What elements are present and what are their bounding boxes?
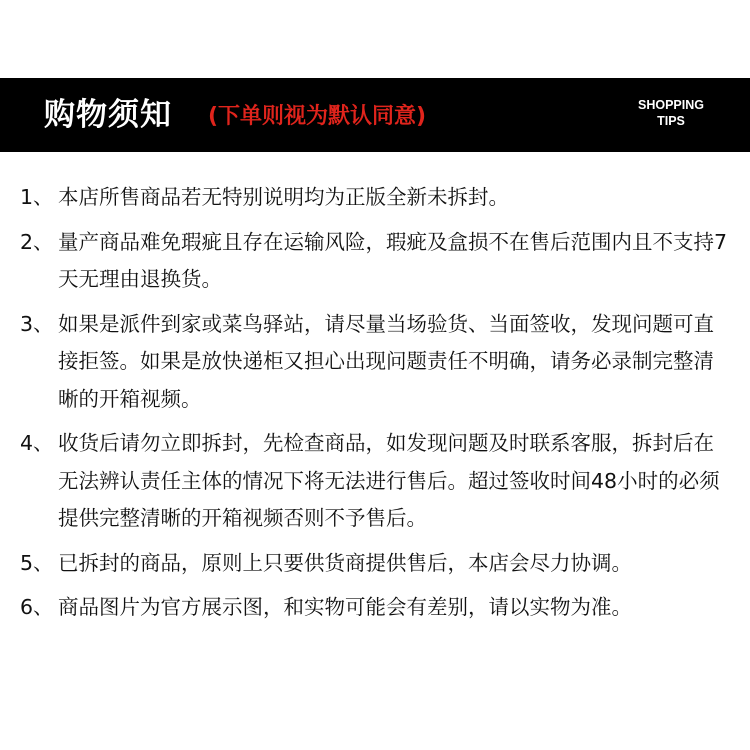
english-heading [638,97,704,129]
tip-item-2 [20,224,732,299]
tip-number: 2、 [20,229,54,254]
tips-list [20,179,732,634]
tip-text: 量产商品难免瑕疵且存在运输风险，瑕疵及盒损不在售后范围内且不支持7天无理由退换货。 [58,229,728,291]
english-heading-line-2: TIPS [657,114,685,128]
tip-number: 1、 [20,185,54,209]
tip-text: 本店所售商品若无特别说明均为正版全新未拆封。 [58,185,509,209]
tip-text: 收货后请勿立即拆封，先检查商品，如发现问题及时联系客服，拆封后在无法辨认责任主体的情况下将无法进行售后。超过签收时间48小时的必须提供完整清晰的开箱视频否则不予售后。 [58,431,720,530]
tip-text: 如果是派件到家或菜鸟驿站，请尽量当场验货、当面签收，发现问题可直接拒签。如果是放快递柜又担心出现问题责任不明确，请务必录制完整清晰的开箱视频。 [58,311,714,411]
page-title: 购物须知 [44,97,172,133]
tip-item-1 [20,179,732,217]
tip-text: 商品图片为官方展示图，和实物可能会有差别，请以实物为准。 [58,595,632,619]
tip-number: 6、 [20,595,54,619]
tip-item-4 [20,425,732,538]
tip-item-6 [20,589,732,627]
tip-item-5 [20,545,732,583]
page-subtitle: (下单则视为默认同意) [208,104,427,129]
tip-number: 4、 [20,431,54,455]
tip-text: 已拆封的商品，原则上只要供货商提供售后，本店会尽力协调。 [58,550,632,575]
tip-number: 3、 [20,311,54,336]
tip-number: 5、 [20,550,54,575]
header-banner [0,78,750,152]
english-heading-line-1: SHOPPING [638,98,704,112]
tip-item-3 [20,306,732,419]
